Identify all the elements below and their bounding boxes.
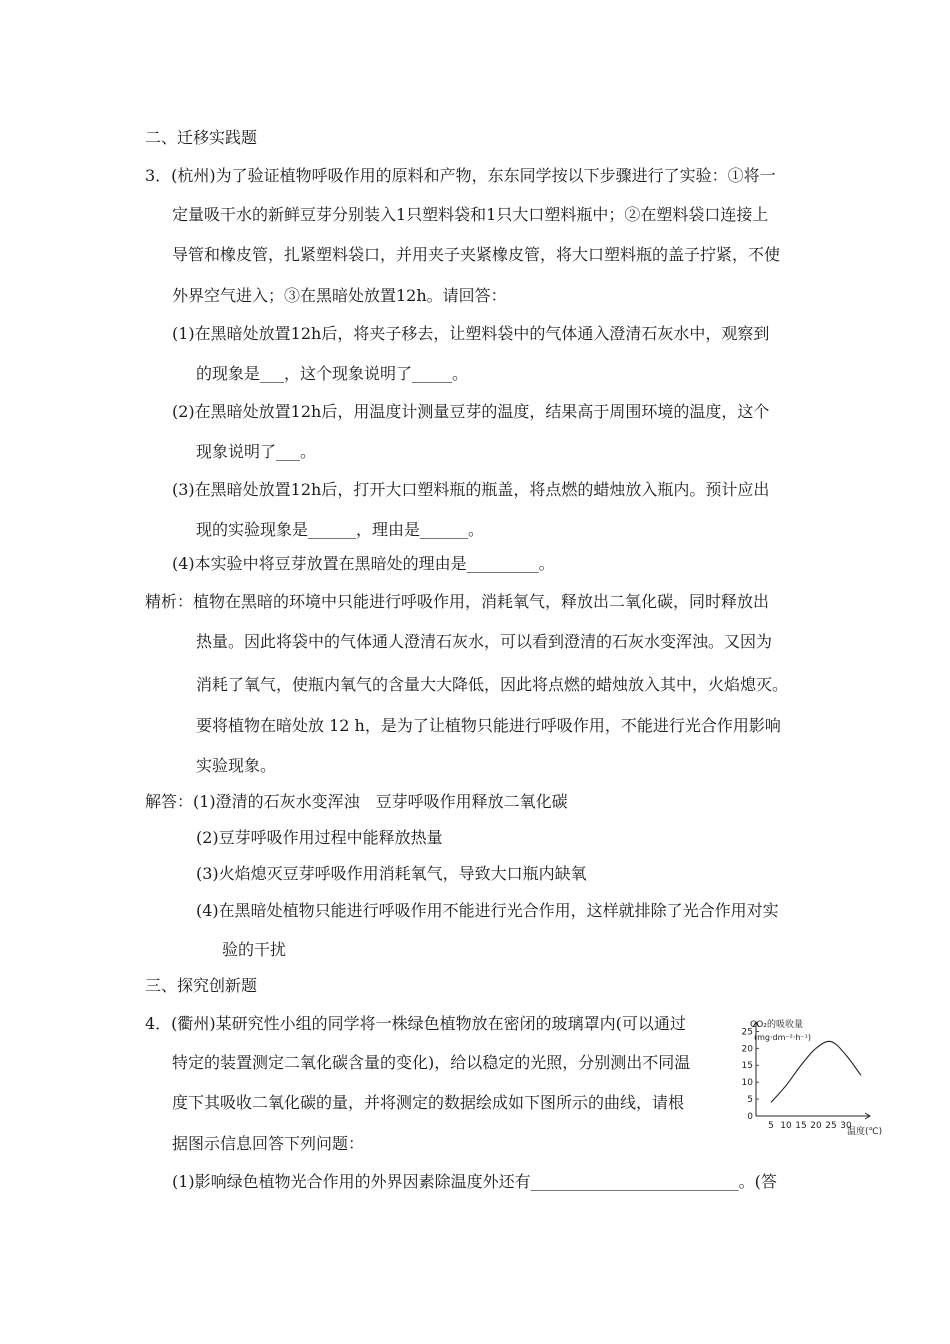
chart-xlabel: 温度(℃)	[847, 1127, 883, 1137]
chart-xtick-label: 20	[810, 1121, 822, 1131]
co2-curve	[771, 1041, 861, 1102]
chart-xtick-label: 30	[840, 1121, 852, 1131]
chart-xtick-label: 10	[780, 1121, 792, 1131]
q3-analysis-line-2: 热量。因此将袋中的气体通人澄清石灰水，可以看到澄清的石灰水变浑浊。又因为	[196, 632, 773, 651]
q3-sub2-line-1: (2)在黑暗处放置12h后，用温度计测量豆芽的温度，结果高于周围环境的温度，这个	[172, 402, 770, 421]
q3-answer-line-1: 解答：(1)澄清的石灰水变浑浊 豆芽呼吸作用释放二氧化碳	[145, 792, 568, 811]
q3-answer-line-2: (2)豆芽呼吸作用过程中能释放热量	[196, 828, 443, 847]
chart-x-axis	[756, 1113, 870, 1119]
q3-sub4: (4)本实验中将豆芽放置在黑暗处的理由是_________。	[172, 554, 555, 573]
q3-stem-line-3: 导管和橡皮管，扎紧塑料袋口，并用夹子夹紧橡皮管，将大口塑料瓶的盖子拧紧，不使	[172, 245, 781, 264]
q3-answer-line-4: (4)在黑暗处植物只能进行呼吸作用不能进行光合作用，这样就排除了光合作用对实	[196, 901, 779, 920]
q3-analysis-line-5: 实验现象。	[196, 756, 277, 775]
q3-sub3-line-1: (3)在黑暗处放置12h后，打开大口塑料瓶的瓶盖，将点燃的蜡烛放入瓶内。预计应出	[172, 480, 770, 499]
q3-answer-line-5: 验的干扰	[222, 940, 287, 959]
q4-stem-line-3: 度下其吸收二氧化碳的量，并将测定的数据绘成如下图所示的曲线，请根	[172, 1093, 685, 1112]
q4-sub1: (1)影响绿色植物光合作用的外界因素除温度外还有__________________________。(答	[172, 1172, 777, 1191]
q4-stem-line-2: 特定的装置测定二氧化碳含量的变化)，给以稳定的光照，分别测出不同温	[172, 1053, 691, 1072]
chart-ytick-label: 20	[741, 1044, 753, 1055]
chart-ytick-label: 10	[741, 1078, 753, 1089]
q4-stem-line-1: 4．(衢州)某研究性小组的同学将一株绿色植物放在密闭的玻璃罩内(可以通过	[145, 1014, 686, 1033]
chart-xtick-label: 15	[795, 1121, 807, 1131]
q3-stem-line-4: 外界空气进入；③在黑暗处放置12h。请回答：	[172, 286, 507, 305]
q3-analysis-line-1: 精析：植物在黑暗的环境中只能进行呼吸作用，消耗氧气，释放出二氧化碳，同时释放出	[145, 592, 770, 611]
q3-stem-line-1: 3．(杭州)为了验证植物呼吸作用的原料和产物，东东同学按以下步骤进行了实验：①将一	[145, 166, 776, 185]
chart-ytick-label: 25	[741, 1027, 753, 1038]
chart-yunit: (mg·dm⁻²·h⁻¹)	[754, 1033, 811, 1042]
chart-ticks	[742, 1027, 852, 1131]
chart-xtick-label: 25	[825, 1121, 837, 1131]
q3-answer-line-3: (3)火焰熄灭豆芽呼吸作用消耗氧气，导致大口瓶内缺氧	[196, 864, 587, 883]
chart-ytick-label: 5	[747, 1095, 753, 1106]
q3-stem-line-2: 定量吸干水的新鲜豆芽分别装入1只塑料袋和1只大口塑料瓶中；②在塑料袋口连接上	[172, 205, 769, 224]
chart-ylabel: CO₂的吸收量	[750, 1020, 803, 1030]
q3-analysis-line-4: 要将植物在暗处放 12 h，是为了让植物只能进行呼吸作用，不能进行光合作用影响	[196, 716, 781, 735]
section2-heading: 二、迁移实践题	[145, 128, 258, 147]
co2-absorption-chart	[736, 1016, 896, 1138]
q3-sub3-line-2: 现的实验现象是______，理由是______。	[196, 520, 485, 539]
chart-ytick-label: 0	[747, 1112, 753, 1122]
q3-sub2-line-2: 现象说明了___。	[196, 442, 317, 461]
q4-stem-line-4: 据图示信息回答下列问题：	[172, 1134, 365, 1153]
chart-xtick-label: 5	[768, 1121, 774, 1131]
section3-heading: 三、探究创新题	[145, 976, 258, 995]
q3-analysis-line-3: 消耗了氧气，使瓶内氧气的含量大大降低，因此将点燃的蜡烛放入其中，火焰熄灭。	[196, 675, 789, 694]
q3-sub1-line-2: 的现象是___，这个现象说明了_____。	[196, 364, 469, 383]
q3-sub1-line-1: (1)在黑暗处放置12h后，将夹子移去，让塑料袋中的气体通入澄清石灰水中，观察到	[172, 324, 770, 343]
chart-ytick-label: 15	[741, 1061, 753, 1072]
